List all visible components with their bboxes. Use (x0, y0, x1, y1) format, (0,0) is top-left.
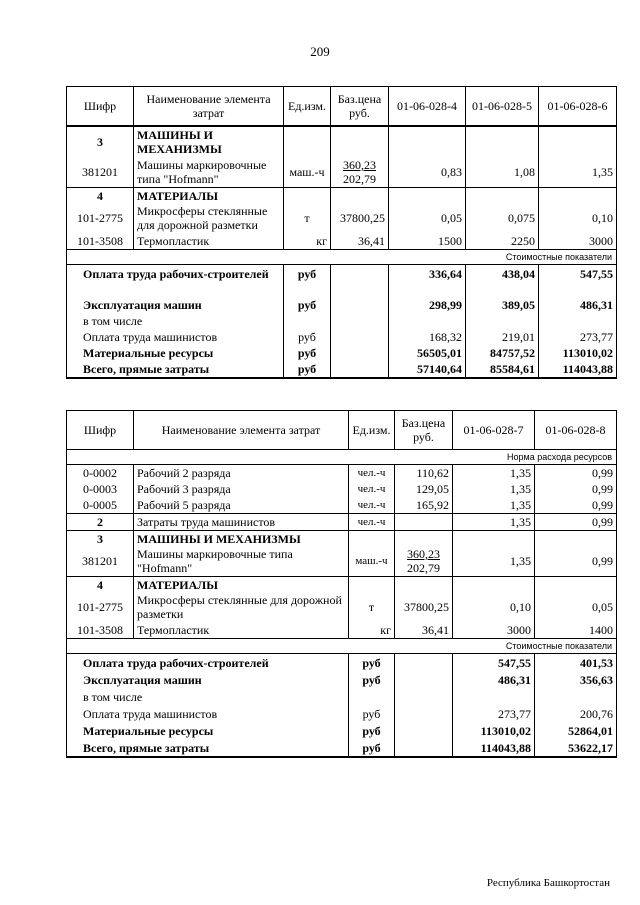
row-name: Рабочий 2 разряда (134, 465, 349, 482)
col-unit-header: Ед.изм. (284, 87, 331, 127)
summary-row (67, 739, 617, 757)
row-unit: чел.-ч (349, 514, 395, 531)
row-name: Микросферы стеклянные для дорожной разметки (134, 592, 349, 622)
summary-row (67, 329, 617, 345)
col-code3-header: 01-06-028-6 (539, 87, 617, 127)
summary-value-2: 438,04 (466, 265, 539, 298)
norm-label: Норма расхода ресурсов (67, 450, 617, 465)
row-price (395, 546, 453, 577)
summary-row (67, 705, 617, 722)
row-value-2: 0,99 (535, 514, 617, 531)
summary-row (67, 265, 617, 298)
row-unit: кг (349, 622, 395, 639)
row-unit: чел.-ч (349, 465, 395, 482)
table-row (67, 481, 617, 497)
resource-table-1 (66, 86, 617, 379)
row-value-3: 1,35 (539, 157, 617, 188)
cost-label-row (67, 250, 617, 265)
row-code: 0-0003 (67, 481, 134, 497)
row-unit: чел.-ч (349, 481, 395, 497)
summary-row (67, 722, 617, 739)
table-row (67, 465, 617, 482)
summary-unit: руб (284, 345, 331, 361)
price-main: 360,23 (407, 547, 440, 561)
summary-unit: руб (349, 654, 395, 672)
summary-value-1: 56505,01 (389, 345, 466, 361)
row-code: 0-0005 (67, 497, 134, 514)
row-code: 101-3508 (67, 622, 134, 639)
page-footer: Республика Башкортостан (486, 877, 610, 889)
row-code: 381201 (67, 157, 134, 188)
table-row (67, 514, 617, 531)
resource-table-2 (66, 410, 617, 758)
summary-value-2: 53622,17 (535, 739, 617, 757)
section-title: МАТЕРИАЛЫ (134, 188, 284, 204)
row-value-2: 0,99 (535, 481, 617, 497)
summary-unit: руб (349, 705, 395, 722)
row-price: 37800,25 (331, 203, 389, 233)
summary-unit: руб (284, 361, 331, 378)
summary-value-2: 84757,52 (466, 345, 539, 361)
row-value-1: 1,35 (453, 497, 535, 514)
summary-row (67, 688, 617, 705)
section-number: 4 (67, 577, 134, 593)
row-price: 36,41 (395, 622, 453, 639)
row-value-2: 1400 (535, 622, 617, 639)
row-price: 165,92 (395, 497, 453, 514)
summary-name: Материальные ресурсы (67, 722, 349, 739)
row-unit: маш.-ч (349, 546, 395, 577)
summary-value-1: 57140,64 (389, 361, 466, 378)
section-number: 4 (67, 188, 134, 204)
table-row (67, 622, 617, 639)
summary-value-2: 356,63 (535, 671, 617, 688)
row-price (331, 157, 389, 188)
row-name: Термопластик (134, 622, 349, 639)
price-secondary: 202,79 (343, 172, 376, 186)
summary-row (67, 313, 617, 329)
row-value-2: 2250 (466, 233, 539, 250)
summary-name: Эксплуатация машин (67, 297, 284, 313)
summary-name: Эксплуатация машин (67, 671, 349, 688)
summary-value-3: 113010,02 (539, 345, 617, 361)
row-value-1: 1,35 (453, 465, 535, 482)
row-value-1: 1,35 (453, 481, 535, 497)
section-title: МАТЕРИАЛЫ (134, 577, 349, 593)
row-price: 36,41 (331, 233, 389, 250)
row-value-1: 0,10 (453, 592, 535, 622)
summary-value-1: 547,55 (453, 654, 535, 672)
summary-unit: руб (284, 265, 331, 298)
summary-value-1: 486,31 (453, 671, 535, 688)
summary-name: Оплата труда машинистов (67, 329, 284, 345)
summary-value-3: 486,31 (539, 297, 617, 313)
summary-name: Всего, прямые затраты (67, 739, 349, 757)
col-name-header: Наименование элемента затрат (134, 87, 284, 127)
row-value-3: 3000 (539, 233, 617, 250)
row-name: Затраты труда машинистов (134, 514, 349, 531)
row-value-1: 0,83 (389, 157, 466, 188)
summary-name: Оплата труда рабочих-строителей (67, 265, 284, 298)
summary-unit: руб (349, 722, 395, 739)
summary-value-2: 401,53 (535, 654, 617, 672)
table-row (67, 203, 617, 233)
col-code1-header: 01-06-028-7 (453, 411, 535, 450)
section-number: 3 (67, 126, 134, 157)
col-code-header: Шифр (67, 411, 134, 450)
table-header (67, 87, 617, 127)
cost-indicators-label: Стоимостные показатели (67, 639, 617, 654)
table-row (67, 233, 617, 250)
summary-name: в том числе (67, 313, 284, 329)
section-title: МАШИНЫ И МЕХАНИЗМЫ (134, 126, 284, 157)
col-code2-header: 01-06-028-5 (466, 87, 539, 127)
price-main: 360,23 (343, 158, 376, 172)
row-value-1: 1,35 (453, 546, 535, 577)
page-number: 209 (310, 44, 330, 59)
summary-row (67, 671, 617, 688)
row-name: Рабочий 5 разряда (134, 497, 349, 514)
row-code: 101-3508 (67, 233, 134, 250)
summary-row (67, 654, 617, 672)
summary-unit: руб (284, 329, 331, 345)
row-name: Машины маркировочные типа "Hofmann" (134, 546, 349, 577)
row-name: Машины маркировочные типа "Hofmann" (134, 157, 284, 188)
summary-name: в том числе (67, 688, 349, 705)
col-code2-header: 01-06-028-8 (535, 411, 617, 450)
summary-unit: руб (284, 297, 331, 313)
summary-value-3: 273,77 (539, 329, 617, 345)
row-value-1: 1500 (389, 233, 466, 250)
price-secondary: 202,79 (407, 561, 440, 575)
row-value-2: 0,99 (535, 497, 617, 514)
summary-value-2: 200,76 (535, 705, 617, 722)
col-code-header: Шифр (67, 87, 134, 127)
summary-row (67, 297, 617, 313)
summary-value-2: 52864,01 (535, 722, 617, 739)
summary-value-2: 219,01 (466, 329, 539, 345)
row-price: 110,62 (395, 465, 453, 482)
row-code: 2 (67, 514, 134, 531)
summary-name: Материальные ресурсы (67, 345, 284, 361)
col-unit-header: Ед.изм. (349, 411, 395, 450)
summary-name: Всего, прямые затраты (67, 361, 284, 378)
row-value-1: 0,05 (389, 203, 466, 233)
summary-row (67, 361, 617, 378)
section-title: МАШИНЫ И МЕХАНИЗМЫ (134, 531, 349, 547)
section-row (67, 531, 617, 547)
table-row (67, 546, 617, 577)
section-row (67, 126, 617, 157)
row-value-2: 0,99 (535, 546, 617, 577)
col-price-header: Баз.цена руб. (395, 411, 453, 450)
table-row (67, 497, 617, 514)
row-unit: т (349, 592, 395, 622)
row-unit: чел.-ч (349, 497, 395, 514)
summary-name: Оплата труда машинистов (67, 705, 349, 722)
summary-value-1: 113010,02 (453, 722, 535, 739)
summary-row (67, 345, 617, 361)
row-name: Термопластик (134, 233, 284, 250)
row-value-2: 0,99 (535, 465, 617, 482)
table-header (67, 411, 617, 450)
table-row (67, 157, 617, 188)
cost-label-row (67, 639, 617, 654)
row-code: 101-2775 (67, 592, 134, 622)
row-code: 0-0002 (67, 465, 134, 482)
row-unit: т (284, 203, 331, 233)
section-number: 3 (67, 531, 134, 547)
summary-value-2: 85584,61 (466, 361, 539, 378)
row-code: 101-2775 (67, 203, 134, 233)
summary-value-1: 114043,88 (453, 739, 535, 757)
row-value-3: 0,10 (539, 203, 617, 233)
summary-value-1: 298,99 (389, 297, 466, 313)
section-row (67, 188, 617, 204)
col-price-header: Баз.цена руб. (331, 87, 389, 127)
row-name: Рабочий 3 разряда (134, 481, 349, 497)
row-price: 37800,25 (395, 592, 453, 622)
summary-name: Оплата труда рабочих-строителей (67, 654, 349, 672)
row-code: 381201 (67, 546, 134, 577)
row-value-2: 1,08 (466, 157, 539, 188)
summary-value-2: 389,05 (466, 297, 539, 313)
norm-label-row (67, 450, 617, 465)
summary-unit: руб (349, 671, 395, 688)
summary-value-3: 114043,88 (539, 361, 617, 378)
row-price: 129,05 (395, 481, 453, 497)
summary-unit: руб (349, 739, 395, 757)
row-value-2: 0,075 (466, 203, 539, 233)
row-value-2: 0,05 (535, 592, 617, 622)
summary-value-1: 273,77 (453, 705, 535, 722)
cost-indicators-label: Стоимостные показатели (67, 250, 617, 265)
row-unit: маш.-ч (284, 157, 331, 188)
row-name: Микросферы стеклянные для дорожной разметки (134, 203, 284, 233)
section-row (67, 577, 617, 593)
row-unit: кг (284, 233, 331, 250)
summary-value-1: 336,64 (389, 265, 466, 298)
summary-value-1: 168,32 (389, 329, 466, 345)
col-code1-header: 01-06-028-4 (389, 87, 466, 127)
summary-value-3: 547,55 (539, 265, 617, 298)
col-name-header: Наименование элемента затрат (134, 411, 349, 450)
row-value-1: 1,35 (453, 514, 535, 531)
row-value-1: 3000 (453, 622, 535, 639)
table-row (67, 592, 617, 622)
